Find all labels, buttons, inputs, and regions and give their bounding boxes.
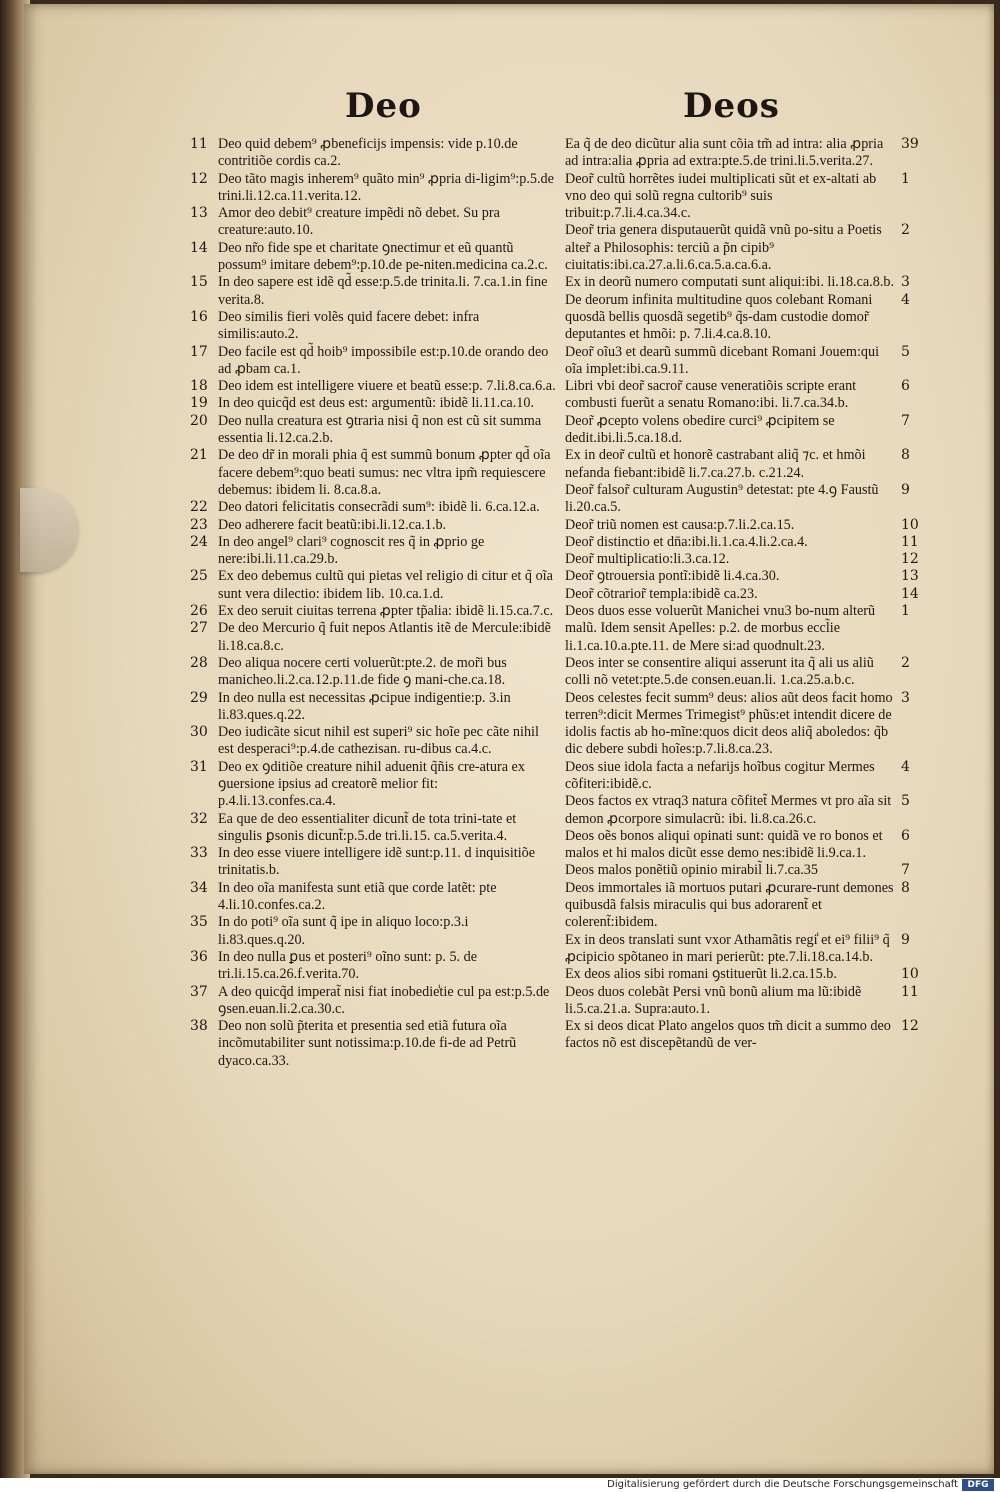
entry-text: De deo Mercurio q̃ fuit nepos Atlantis itẽ de Mercule:ibidẽ li.18.ca.8.c. xyxy=(218,620,551,654)
index-entry xyxy=(565,585,919,603)
index-entry xyxy=(565,1018,919,1053)
index-entry xyxy=(565,533,919,551)
entry-number: 35 xyxy=(190,914,208,931)
entry-text: Deo idem est intelligere viuere et beatũ esse:p. 7.li.8.ca.6.a. xyxy=(218,378,556,395)
index-entry xyxy=(565,412,910,448)
index-entry xyxy=(565,689,910,759)
index-entry xyxy=(190,620,558,655)
entry-number: 9 xyxy=(901,931,910,948)
entry-text: Ex in deos translati sunt vxor Athamãtis regi̾ et ei⁹ filii⁹ q̃ ꝓcipicio spõtaneo in mari perierũt: pte.7.li.18.ca.14.b. xyxy=(565,931,890,965)
entry-text: Deo datori felicitatis consecrãdi sum⁹: ibidẽ li. 6.ca.12.a. xyxy=(218,499,540,516)
entry-text: Deo non solũ p̃terita et presentia sed etiã futura oĩa incõmutabiliter sunt notissima:p.10.de fi-de ad Petrũ dyaco.ca.33. xyxy=(218,1018,517,1069)
entry-text: Deos oẽs bonos aliqui opinati sunt: quidã ve ro bonos et malos et hi malos dicũt esse demo nes:ibidẽ li.9.ca.1. xyxy=(565,827,883,862)
entry-number: 39 xyxy=(901,136,919,152)
index-entry xyxy=(190,603,558,620)
entry-number: 10 xyxy=(901,966,919,983)
index-entry xyxy=(565,793,910,828)
entry-number: 29 xyxy=(190,689,208,706)
entry-number: 26 xyxy=(190,603,208,620)
index-entry xyxy=(190,758,558,811)
entry-number: 3 xyxy=(901,274,910,291)
footer-bar xyxy=(0,1478,1000,1492)
running-header-left: Deo xyxy=(345,86,422,126)
index-entry xyxy=(190,170,558,206)
index-entry xyxy=(565,447,910,482)
entry-number: 6 xyxy=(901,827,910,844)
entry-number: 24 xyxy=(190,533,208,550)
entry-number: 12 xyxy=(901,551,919,568)
entry-number: 22 xyxy=(190,499,208,516)
entry-number: 14 xyxy=(901,585,919,602)
entry-text: Deo iudicãte sicut nihil est superi⁹ sic hoĩe pec cãte nihil est desperaci⁹:p.4.de cathezisan. ru-dibus ca.4.c. xyxy=(218,724,539,758)
index-entry xyxy=(565,827,910,863)
index-entry xyxy=(565,568,919,585)
index-entry xyxy=(565,222,910,274)
entry-number: 11 xyxy=(901,533,919,550)
index-entry xyxy=(565,291,910,344)
entry-number: 31 xyxy=(190,758,208,775)
entry-number: 11 xyxy=(901,983,919,1000)
entry-number: 15 xyxy=(190,274,208,291)
entry-text: In deo oĩa manifesta sunt etiã que corde latẽt: pte 4.li.10.confes.ca.2. xyxy=(218,879,497,914)
entry-number: 4 xyxy=(901,758,910,775)
entry-text: Deor̃ cultũ horrẽtes iudei multiplicati sũt et ex-altati ab vno deo qui solũ regna cultorib⁹ suis tribuit:p.7.li.4.ca.34.c. xyxy=(565,170,877,222)
entry-number: 28 xyxy=(190,654,208,671)
entry-number: 10 xyxy=(901,516,919,533)
index-entry xyxy=(190,343,558,379)
entry-text: Deo ex ꝯditiõe creature nihil aduenit q̃ñis cre-atura ex ꝯuersione ipsius ad creatorẽ melior fit: p.4.li.13.confes.ca.4. xyxy=(218,758,525,810)
entry-number: 9 xyxy=(901,481,910,498)
entry-number: 2 xyxy=(901,222,910,239)
entry-text: Deos inter se consentire aliqui asserunt ita q̃ ali us aliũ colli nõ vetet:pte.5.de consen.euan.li. 1.ca.25.a.b.c. xyxy=(565,654,874,689)
entry-text: Ex deos alios sibi romani ꝯstituerũt li.2.ca.15.b. xyxy=(565,966,837,983)
index-entry xyxy=(190,689,558,725)
entry-number: 4 xyxy=(901,291,910,308)
entry-number: 6 xyxy=(901,378,910,395)
index-entry xyxy=(190,395,558,412)
entry-text: Deor̃ ꝓcepto volens obedire curci⁹ ꝓcipitem se dedit.ibi.li.5.ca.18.d. xyxy=(565,412,835,447)
index-entry xyxy=(190,533,558,569)
entry-text: Deo facile est qd̃ hoib⁹ impossibile est:p.10.de orando deo ad ꝓbam ca.1. xyxy=(218,343,549,377)
entry-number: 34 xyxy=(190,879,208,896)
dfg-logo: DFG xyxy=(962,1479,994,1491)
entry-number: 37 xyxy=(190,983,208,1000)
index-entry xyxy=(190,274,558,309)
entry-number: 20 xyxy=(190,412,208,429)
entry-text: Deo nr̃o fide spe et charitate ꝯnectimur et eũ quantũ possum⁹ imitare debem⁹:p.10.de pe-niten.medicina ca.2.c. xyxy=(218,239,548,274)
entry-number: 7 xyxy=(901,412,910,429)
entry-text: In deo esse viuere intelligere idẽ sunt:p.11. d inquisitiõe trinitatis.b. xyxy=(218,845,536,879)
entry-text: Deo quid debem⁹ ꝓbeneficijs impensis: vide p.10.de contritiõe cordis ca.2. xyxy=(218,136,518,170)
entry-number: 30 xyxy=(190,724,208,741)
index-entry xyxy=(565,654,910,690)
entry-number: 23 xyxy=(190,516,208,533)
entry-text: De deorum infinita multitudine quos colebant Romani quosdã bellis quosdã segetib⁹ q̃s-dam custodie domor̃ deputantes et hmõi: p. 7.li.4.ca.8.10. xyxy=(565,291,873,343)
entry-number: 3 xyxy=(901,689,910,706)
index-entry xyxy=(190,499,558,516)
index-entry xyxy=(190,845,558,880)
index-entry xyxy=(190,568,558,603)
index-entry xyxy=(565,983,919,1019)
index-entry xyxy=(565,481,910,517)
entry-text: Libri vbi deor̃ sacror̃ cause veneratiõis scripte erant combusti fuerũt a senatu Romano:ibi. li.7.ca.34.b. xyxy=(565,378,857,412)
entry-text: Deo adherere facit beatũ:ibi.li.12.ca.1.b. xyxy=(218,516,447,533)
left-column xyxy=(190,136,558,1070)
index-entry xyxy=(565,862,910,879)
index-entry xyxy=(190,724,558,759)
right-column xyxy=(565,136,919,1053)
entry-text: A deo quicq̃d imperat̃ nisi fiat inobedie̾tie cul pa est:p.5.de ꝯsen.euan.li.2.ca.30.c. xyxy=(218,983,550,1017)
entry-text: Ex deo seruit ciuitas terrena ꝓpter tp̃alia: ibidẽ li.15.ca.7.c. xyxy=(218,603,554,620)
index-entry xyxy=(190,378,558,395)
entry-number: 36 xyxy=(190,948,208,965)
entry-text: Deos celestes fecit summ⁹ deus: alios aũt deos facit homo terren⁹:dicit Mermes Trimegist⁹ phũs:et intendit dicere de idolis factis ab ho-mĩne:quos dicit deos aliq̃ aboledos: q̃b dic debere subdi hoĩes:p.7.li.8.ca.23. xyxy=(565,689,893,758)
entry-number: 13 xyxy=(901,568,919,585)
index-entry xyxy=(565,879,910,932)
entry-number: 14 xyxy=(190,239,208,256)
entry-text: Ex in deorũ numero computati sunt aliqui:ibi. li.18.ca.8.b. xyxy=(565,274,895,291)
entry-text: Deor̃ oĩu3 et dearũ summũ dicebant Romani Jouem:qui oĩa implet:ibi.ca.9.11. xyxy=(565,343,880,377)
index-entry xyxy=(565,603,910,655)
entry-text: Ex si deos dicat Plato angelos quos tm̃ dicit a summo deo factos nõ est discepẽtandũ de ver- xyxy=(565,1018,891,1052)
entry-number: 25 xyxy=(190,568,208,585)
index-entry xyxy=(565,966,919,983)
entry-text: Deor̃ ꝯtrouersia pontĩ:ibidẽ li.4.ca.30. xyxy=(565,568,780,585)
index-entry xyxy=(190,1018,558,1070)
index-entry xyxy=(565,551,919,568)
entry-text: Deor̃ distinctio et dn̄a:ibi.li.1.ca.4.li.2.ca.4. xyxy=(565,533,808,550)
entry-text: Deos factos ex vtraq3 natura cõfitet̃ Mermes vt pro aĩa sit demon ꝓcorpore simulacrũ: ibi. li.8.ca.26.c. xyxy=(565,793,892,827)
entry-number: 33 xyxy=(190,845,208,862)
entry-text: Deos immortales iã mortuos putari ꝓcurare-runt demones quibusdã falsis miraculis qui bus adorarent̃ et colerent̃:ibidem. xyxy=(565,879,894,931)
index-entry xyxy=(565,343,910,379)
entry-number: 38 xyxy=(190,1018,208,1035)
index-entry xyxy=(565,170,910,223)
entry-text: Deos duos colebãt Persi vnũ bonũ alium ma lũ:ibidẽ li.5.ca.21.a. Supra:auto.1. xyxy=(565,983,862,1017)
entry-text: In deo nulla ꝑus et posteri⁹ oĩno sunt: p. 5. de tri.li.15.ca.26.f.verita.70. xyxy=(218,948,478,983)
entry-number: 7 xyxy=(901,862,910,879)
index-entry xyxy=(565,136,919,171)
index-entry xyxy=(565,378,910,413)
entry-number: 12 xyxy=(190,170,208,187)
entry-text: Deos malos ponẽtiũ opinio mirabil̃ li.7.ca.35 xyxy=(565,862,818,879)
entry-text: Deor̃ multiplicatio:li.3.ca.12. xyxy=(565,551,730,568)
index-entry xyxy=(190,948,558,984)
index-entry xyxy=(190,810,558,846)
index-entry xyxy=(190,914,558,949)
entry-text: In deo angel⁹ clari⁹ cognoscit res q̃ in ꝓprio ge nere:ibi.li.11.ca.29.b. xyxy=(218,533,485,568)
index-entry xyxy=(190,516,558,534)
entry-text: Deos siue idola facta a nefarijs hoĩbus cogitur Mermes cõfiteri:ibidẽ.c. xyxy=(565,758,875,792)
entry-number: 17 xyxy=(190,343,208,360)
entry-number: 16 xyxy=(190,308,208,325)
entry-number: 2 xyxy=(901,654,910,671)
index-entry xyxy=(190,879,558,915)
index-entry xyxy=(190,308,558,344)
index-entry xyxy=(565,758,910,794)
entry-number: 12 xyxy=(901,1018,919,1035)
entry-number: 1 xyxy=(901,170,910,187)
entry-text: Deor̃ falsor̃ culturam Augustin⁹ detestat: pte 4.ꝯ Faustũ li.20.ca.5. xyxy=(565,481,879,516)
entry-number: 11 xyxy=(190,136,208,152)
entry-number: 18 xyxy=(190,378,208,395)
index-entry xyxy=(190,136,558,171)
index-entry xyxy=(190,205,558,240)
entry-text: De deo dr̃ in morali phia q̃ est summũ bonum ꝓpter qd̃ oĩa facere debem⁹:quo beati sumus: nec vltra ipm̃ requiescere debemus: ibidem li. 8.ca.8.a. xyxy=(218,447,551,498)
entry-number: 32 xyxy=(190,810,208,827)
entry-text: Deor̃ triũ nomen est causa:p.7.li.2.ca.15. xyxy=(565,516,795,533)
footer-credit: Digitalisierung gefördert durch die Deutsche Forschungsgemeinschaft xyxy=(607,1479,958,1490)
entry-text: Ex deo debemus cultũ qui pietas vel religio di citur et q̃ oĩa sunt vera dilectio: ibidem lib. 10.ca.1.d. xyxy=(218,568,553,602)
index-entry xyxy=(190,983,558,1019)
entry-number: 5 xyxy=(901,793,910,810)
entry-number: 19 xyxy=(190,395,208,412)
entry-text: Deo tãto magis inherem⁹ quãto min⁹ ꝓpria di-ligim⁹:p.5.de trini.li.12.ca.11.verita.12. xyxy=(218,170,554,204)
running-header-right: Deos xyxy=(683,86,780,126)
index-entry xyxy=(190,654,558,690)
entry-number: 8 xyxy=(901,447,910,464)
entry-number: 13 xyxy=(190,205,208,222)
entry-text: Deor̃ tria genera disputauerũt quidã vnũ po-situ a Poetis alter̃ a Philosophis: terciũ a p̃n cipib⁹ ciuitatis:ibi.ca.27.a.li.6.ca.5.a.ca.6.a. xyxy=(565,222,882,274)
entry-text: In deo sapere est idẽ qd̃ esse:p.5.de trinita.li. 7.ca.1.in fine verita.8. xyxy=(218,274,548,308)
index-entry xyxy=(565,931,910,967)
index-entry xyxy=(190,447,558,499)
entry-text: Ea que de deo essentialiter dicunt̃ de tota trini-tate et singulis ꝑsonis dicunt̃:p.5.de tri.li.15. ca.5.verita.4. xyxy=(218,810,517,844)
entry-number: 8 xyxy=(901,879,910,896)
entry-number: 27 xyxy=(190,620,208,637)
index-entry xyxy=(190,412,558,448)
entry-text: In do poti⁹ oĩa sunt q̃ ipe in aliquo loco:p.3.i li.83.ques.q.20. xyxy=(218,914,469,948)
entry-text: Deos duos esse voluerũt Manichei vnu3 bo-num alterũ malũ. Idem sensit Apelles: p.2. de morbus eccl̃ie li.1.ca.10.a.pte.11. de Mere si:ad quodnult.23. xyxy=(565,603,876,654)
entry-text: Deo aliqua nocere certi voluerũt:pte.2. de mor̃i bus manicheo.li.2.ca.12.p.11.de fide ꝯ mani-che.ca.18. xyxy=(218,654,507,689)
entry-text: Ea q̃ de deo dicũtur alia sunt cõia tm̃ ad intra: alia ꝓpria ad intra:alia ꝓpria ad extra:pte.5.de trini.li.5.verita.27. xyxy=(565,136,884,170)
entry-number: 1 xyxy=(901,603,910,620)
entry-number: 5 xyxy=(901,343,910,360)
entry-text: In deo quicq̃d est deus est: argumentũ: ibidẽ li.11.ca.10. xyxy=(218,395,534,412)
index-entry xyxy=(565,274,910,291)
entry-text: Deo nulla creatura est ꝯtraria nisi q̃ non est cũ sit summa essentia li.12.ca.2.b. xyxy=(218,412,542,447)
entry-text: Deor̃ cõtrarior̃ templa:ibidẽ ca.23. xyxy=(565,585,758,602)
index-entry xyxy=(190,239,558,275)
entry-number: 21 xyxy=(190,447,208,464)
entry-text: Amor deo debit⁹ creature impẽdi nõ debet. Su pra creature:auto.10. xyxy=(218,205,500,239)
entry-text: Ex in deor̃ cultũ et honorẽ castrabant aliq̃ ⁊c. et hmõi nefanda fiebant:ibidẽ li.7.ca.27.b. c.21.24. xyxy=(565,447,866,481)
entry-text: In deo nulla est necessitas ꝓcipue indigentie:p. 3.in li.83.ques.q.22. xyxy=(218,689,511,723)
index-entry xyxy=(565,516,919,534)
entry-text: Deo similis fieri volẽs quid facere debet: infra similis:auto.2. xyxy=(218,308,480,343)
